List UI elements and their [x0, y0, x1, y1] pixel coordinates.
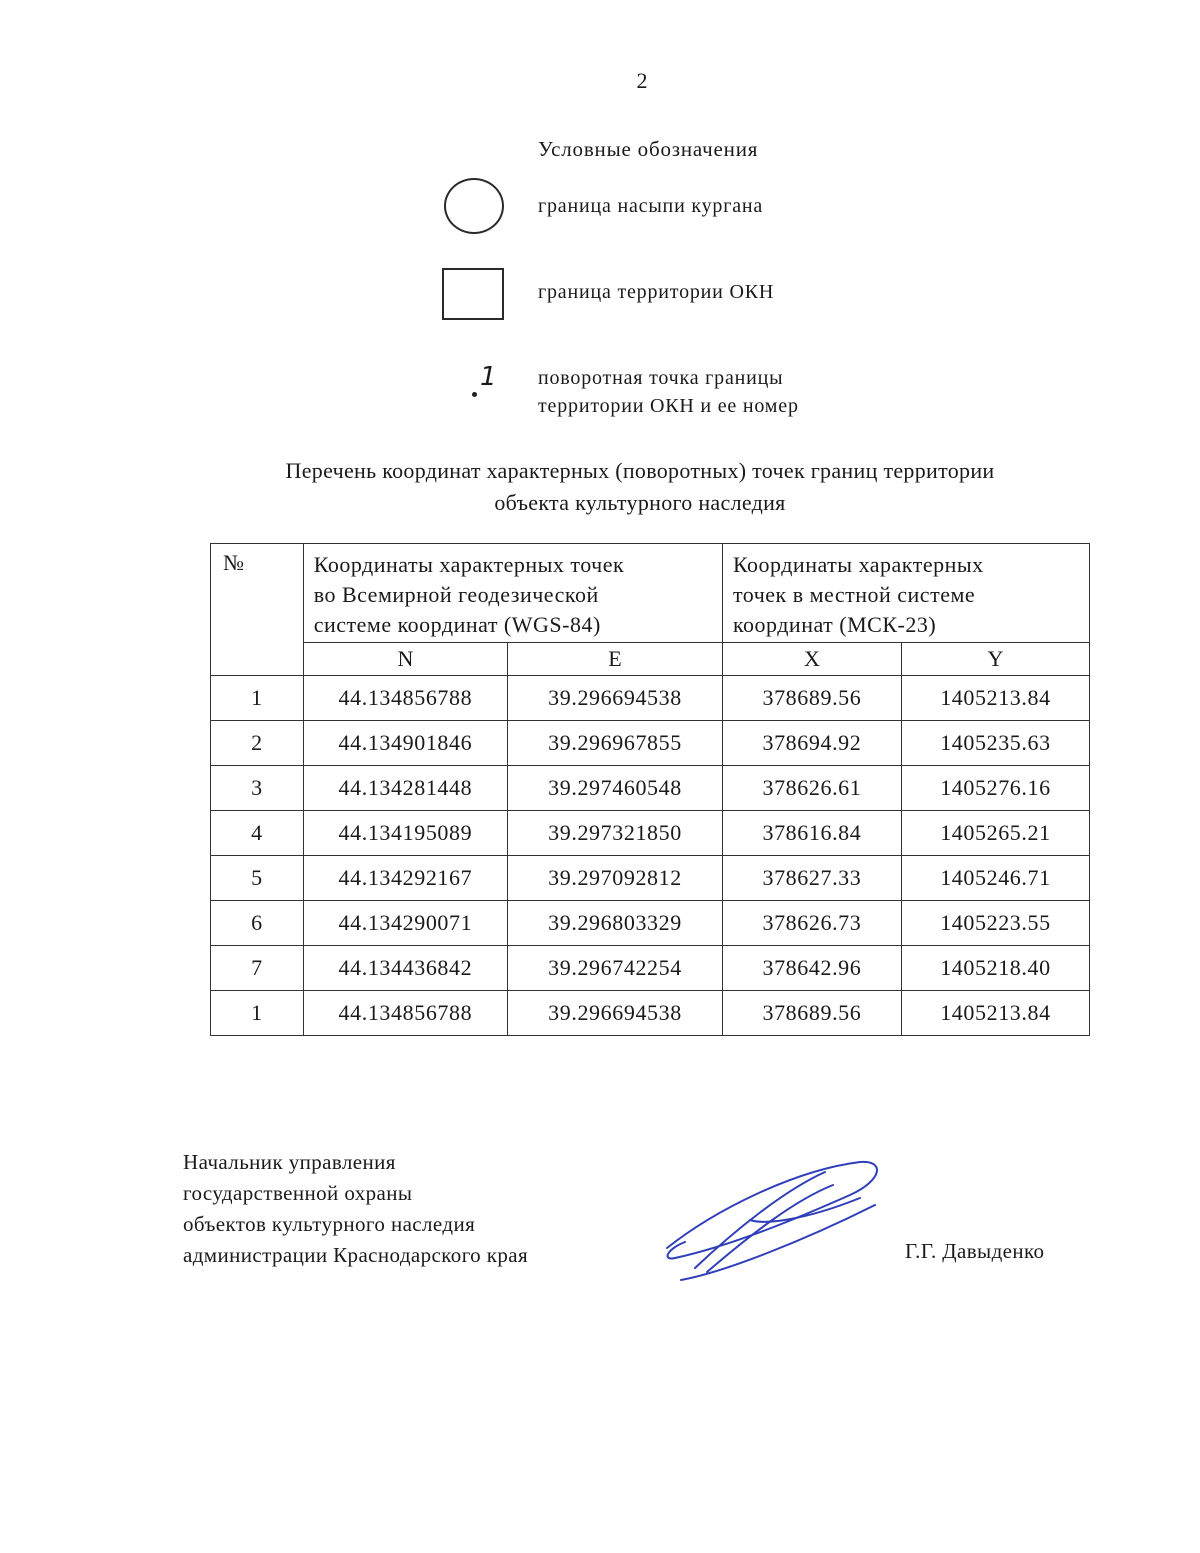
header-wgs84-line2: во Всемирной геодезической	[313, 582, 599, 607]
cell-n: 44.134856788	[303, 991, 507, 1036]
table-row	[211, 946, 1090, 991]
cell-no: 6	[211, 901, 304, 946]
cell-e: 39.297092812	[508, 856, 723, 901]
cell-y: 1405276.16	[901, 766, 1089, 811]
cell-x: 378626.61	[722, 766, 901, 811]
cell-no: 2	[211, 721, 304, 766]
table-axis-row	[211, 643, 1090, 676]
header-msk23-line3: координат (МСК-23)	[732, 612, 937, 637]
cell-x: 378627.33	[722, 856, 901, 901]
cell-x: 378689.56	[722, 676, 901, 721]
table-row	[211, 856, 1090, 901]
legend-label-mound: граница насыпи кургана	[538, 195, 764, 217]
cell-e: 39.296803329	[508, 901, 723, 946]
table-row	[211, 676, 1090, 721]
header-axis-e: E	[508, 643, 723, 676]
cell-x: 378694.92	[722, 721, 901, 766]
cell-e: 39.296742254	[508, 946, 723, 991]
list-title-line2: объекта культурного наследия	[494, 490, 786, 515]
cell-no: 5	[211, 856, 304, 901]
point-dot	[472, 392, 477, 397]
cell-e: 39.297321850	[508, 811, 723, 856]
header-axis-x: X	[722, 643, 901, 676]
cell-e: 39.296967855	[508, 721, 723, 766]
signer-line4: администрации Краснодарского края	[183, 1243, 529, 1267]
table-row	[211, 766, 1090, 811]
cell-no: 3	[211, 766, 304, 811]
cell-n: 44.134292167	[303, 856, 507, 901]
cell-n: 44.134281448	[303, 766, 507, 811]
legend-label-territory: граница территории ОКН	[538, 281, 775, 303]
cell-n: 44.134195089	[303, 811, 507, 856]
coordinates-list-title	[160, 455, 1120, 519]
header-wgs84-line1: Координаты характерных точек	[313, 552, 625, 577]
cell-e: 39.296694538	[508, 676, 723, 721]
cell-e: 39.296694538	[508, 991, 723, 1036]
cell-no: 1	[211, 991, 304, 1036]
cell-x: 378616.84	[722, 811, 901, 856]
table-row	[211, 901, 1090, 946]
signer-line2: государственной охраны	[183, 1181, 413, 1205]
cell-x: 378689.56	[722, 991, 901, 1036]
table-row	[211, 991, 1090, 1036]
coordinates-table	[210, 543, 1090, 1036]
signer-position	[183, 1147, 528, 1271]
header-msk23-line2: точек в местной системе	[732, 582, 976, 607]
point-icon	[468, 362, 508, 406]
header-no: №	[211, 544, 304, 676]
cell-n: 44.134856788	[303, 676, 507, 721]
handwritten-signature	[655, 1150, 895, 1290]
ellipse-icon	[444, 178, 504, 234]
header-msk23	[722, 544, 1089, 643]
legend-title: Условные обозначения	[538, 137, 759, 161]
header-wgs84	[303, 544, 722, 643]
point-marker-number: 1	[480, 362, 497, 392]
header-axis-n: N	[303, 643, 507, 676]
header-axis-y: Y	[901, 643, 1089, 676]
page-number: 2	[636, 68, 648, 93]
table-row	[211, 811, 1090, 856]
cell-no: 4	[211, 811, 304, 856]
table-header-row	[211, 544, 1090, 643]
signer-name: Г.Г. Давыденко	[905, 1239, 1045, 1263]
cell-y: 1405213.84	[901, 676, 1089, 721]
signer-line1: Начальник управления	[183, 1150, 396, 1174]
cell-x: 378626.73	[722, 901, 901, 946]
legend-label-point-line1: поворотная точка границы	[538, 367, 784, 389]
list-title-line1: Перечень координат характерных (поворотных) точек границ территории	[285, 458, 995, 483]
cell-n: 44.134290071	[303, 901, 507, 946]
legend-label-point-line2: территории ОКН и ее номер	[538, 395, 799, 417]
cell-no: 1	[211, 676, 304, 721]
cell-y: 1405246.71	[901, 856, 1089, 901]
cell-x: 378642.96	[722, 946, 901, 991]
cell-n: 44.134436842	[303, 946, 507, 991]
header-wgs84-line3: системе координат (WGS-84)	[313, 612, 601, 637]
header-msk23-line1: Координаты характерных	[732, 552, 984, 577]
cell-y: 1405265.21	[901, 811, 1089, 856]
cell-y: 1405218.40	[901, 946, 1089, 991]
table-row	[211, 721, 1090, 766]
cell-y: 1405223.55	[901, 901, 1089, 946]
cell-y: 1405213.84	[901, 991, 1089, 1036]
cell-e: 39.297460548	[508, 766, 723, 811]
cell-y: 1405235.63	[901, 721, 1089, 766]
signer-line3: объектов культурного наследия	[183, 1212, 476, 1236]
cell-no: 7	[211, 946, 304, 991]
cell-n: 44.134901846	[303, 721, 507, 766]
page-number-row	[0, 68, 1200, 94]
square-icon	[442, 268, 504, 320]
